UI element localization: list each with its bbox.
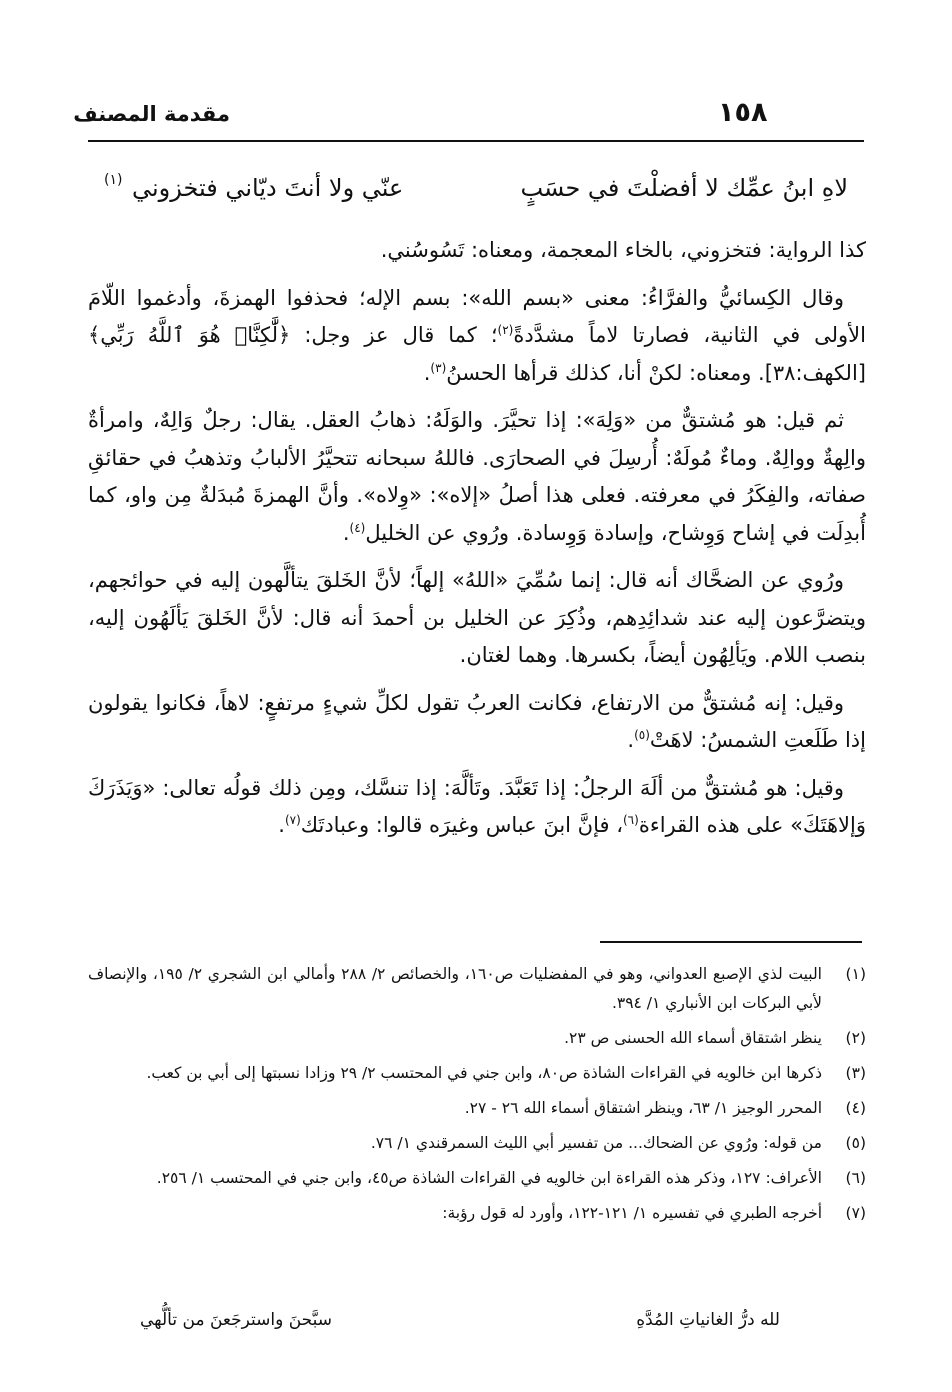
poem-hemistich-2: سبَّحنَ واسترجَعنَ من تألُّهي	[140, 1310, 332, 1330]
verse-hemistich-2: عنّي ولا أنتَ ديّاني فتخزوني	[132, 174, 404, 202]
paragraph-text: .	[278, 813, 285, 837]
verse-hemistich-1: لاهِ ابنُ عمِّك لا أفضلْتَ في حسَبٍ	[520, 174, 848, 202]
footnote	[88, 1024, 866, 1053]
page-number: ١٥٨	[718, 97, 768, 128]
footnote-text: الأعراف: ١٢٧، وذكر هذه القراءة ابن خالويه في القراءات الشاذة ص٤٥، وابن جني في المحتسب ١/ ٢٥٦.	[156, 1169, 822, 1187]
footnote-text: البيت لذي الإصبع العدواني، وهو في المفضليات ص١٦٠، والخصائص ٢/ ٢٨٨ وأمالي ابن الشجري ٢/ ١٩٥، والإنصاف لأبي البركات ابن الأنباري ١/ ٣٩٤.	[88, 965, 822, 1012]
footnote-marker: (٣)	[430, 360, 447, 375]
paragraph	[88, 280, 866, 393]
footnote-number: (٤)	[845, 1099, 866, 1117]
footnote-marker: (٧)	[284, 813, 301, 827]
footnote-number: (٦)	[845, 1169, 866, 1187]
paragraph-text: ثم قيل: هو مُشتقٌّ من «وَلِهَ»: إذا تحيَّرَ. والوَلَهُ: ذهابُ العقل. يقال: رجلٌ وَالِهٌ، وامرأةٌ والِهةٌ ووالِهٌ. وماءٌ مُولَهٌ: أُرسِلَ في الصحارَى. فاللهُ سبحانه تتحيَّرُ الألبابُ وتذهبُ في حقائقِ صفاته، والفِكَرُ في معرفته. فعلى هذا أصلُ «إلاه»: «وِلاه». وأنَّ الهمزةَ مُبدَلةٌ مِن واو، كما أُبدِلَت في إشاح وَوِشاح، وإسادة وَوِسادة. ورُوي عن الخليل	[88, 408, 866, 545]
paragraph-text: وقيل: هو مُشتقٌّ من ألَهَ الرجلُ: إذا تَعَبَّدَ. وتَألَّهَ: إذا تنسَّك، ومِن ذلك قولُه تعالى: «وَيَذَرَكَ وَإلاهَتَكَ» على هذه القراءة	[88, 775, 866, 837]
footnote-marker: (١)	[104, 172, 123, 188]
footnote	[88, 1094, 866, 1123]
paragraph-text: ، فإنَّ ابنَ عباس وغيرَه قالوا: وعبادتَك	[300, 813, 623, 837]
footnote-marker: (٢)	[497, 323, 514, 337]
footnote-number: (٢)	[845, 1029, 866, 1047]
footnote	[88, 960, 866, 1018]
footnote-number: (١)	[845, 965, 866, 983]
footnote	[88, 1129, 866, 1158]
footnote	[88, 1059, 866, 1088]
footnote-marker: (٥)	[634, 728, 650, 742]
paragraph-text: .	[423, 360, 431, 385]
running-header-title: مقدمة المصنف	[73, 102, 230, 126]
paragraph	[88, 770, 866, 845]
footnote-text: أخرجه الطبري في تفسيره ١/ ١٢١-١٢٢، وأورد له قول رؤبة:	[442, 1204, 822, 1222]
footnote-text: من قوله: ورُوي عن الضحاك... من تفسير أبي الليث السمرقندي ١/ ٧٦.	[370, 1134, 822, 1152]
paragraph-text: ؛ كما قال عز وجل: ﴿لَّٰكِنَّا۠ هُوَ ٱللَّهُ رَبِّي﴾ [الكهف:٣٨]. ومعناه: لكنْ أنا، كذلك قرأها الحسنُ	[88, 323, 866, 385]
footnote	[88, 1199, 866, 1228]
footnote	[88, 1164, 866, 1193]
paragraph-text: .	[342, 520, 350, 545]
footnote-text: المحرر الوجيز ١/ ٦٣، وينظر اشتقاق أسماء الله ٢٦ - ٢٧.	[464, 1099, 822, 1117]
footnote-marker: (٦)	[622, 813, 639, 827]
paragraph-text: .	[627, 728, 635, 752]
footnote-separator	[600, 941, 862, 943]
header-rule	[88, 140, 864, 142]
paragraph	[88, 685, 866, 760]
footnote-text: ذكرها ابن خالويه في القراءات الشاذة ص٨٠، وابن جني في المحتسب ٢/ ٢٩ وزادا نسبتها إلى أبي بن كعب.	[146, 1064, 822, 1082]
paragraph: ورُوي عن الضحَّاك أنه قال: إنما سُمِّيَ «اللهُ» إلهاً؛ لأنَّ الخَلقَ يتألَّهون إليه في حوائجهم، ويتضرَّعون إليه عند شدائِدِهم، وذُكِرَ عن الخليل بن أحمدَ أنه قال: لأنَّ الخَلقَ يَألَهُون إليه، بنصب اللام. ويَألِهُون أيضاً، بكسرها. وهما لغتان.	[88, 568, 866, 667]
footnote-poem	[140, 1310, 780, 1346]
footnote-number: (٥)	[845, 1134, 866, 1152]
opening-verse	[104, 174, 848, 224]
footnote-number: (٧)	[845, 1204, 866, 1222]
footnote-marker: (٤)	[349, 520, 366, 535]
paragraph-text: وقيل: إنه مُشتقٌّ من الارتفاع، فكانت العربُ تقول لكلِّ شيءٍ مرتفعٍ: لاهاً، فكانوا يقولون إذا طَلَعتِ الشمسُ: لاهَتْ	[88, 690, 866, 752]
footnotes	[88, 960, 866, 1234]
poem-hemistich-1: لله درُّ الغانياتِ المُدَّهِ	[636, 1310, 780, 1330]
footnote-text: ينظر اشتقاق أسماء الله الحسنى ص ٢٣.	[564, 1029, 822, 1047]
main-text	[88, 232, 866, 845]
paragraph	[88, 402, 866, 552]
paragraph: كذا الرواية: فتخزوني، بالخاء المعجمة، ومعناه: تَسُوسُني.	[380, 238, 866, 262]
paragraph-text: وقال الكِسائيُّ والفرَّاءُ: معنى «بسم الله»: بسم الإله؛ فحذفوا الهمزةَ، وأدغموا اللّامَ الأولى في الثانية، فصارتا لاماً مشدَّدةً	[88, 285, 866, 347]
footnote-number: (٣)	[845, 1064, 866, 1082]
